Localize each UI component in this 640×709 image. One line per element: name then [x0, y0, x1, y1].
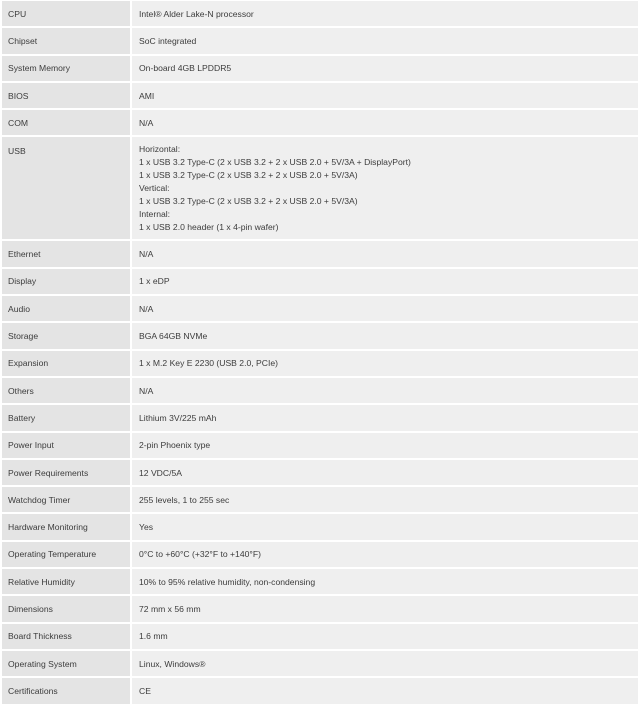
- spec-label: Storage: [2, 323, 130, 348]
- spec-row-others: [2, 378, 638, 403]
- spec-value: 72 mm x 56 mm: [132, 596, 638, 621]
- spec-row-cpu: [2, 1, 638, 26]
- spec-label: USB: [2, 137, 130, 239]
- spec-row-display: [2, 269, 638, 294]
- spec-label: System Memory: [2, 56, 130, 81]
- spec-row-hardware-monitoring: [2, 514, 638, 539]
- usb-line: 1 x USB 2.0 header (1 x 4-pin wafer): [139, 221, 279, 232]
- spec-row-watchdog-timer: [2, 487, 638, 512]
- spec-row-expansion: [2, 351, 638, 376]
- spec-row-storage: [2, 323, 638, 348]
- spec-label: Battery: [2, 405, 130, 430]
- usb-line: Vertical:: [139, 183, 170, 194]
- spec-value: CE: [132, 678, 638, 703]
- spec-value: Yes: [132, 514, 638, 539]
- usb-line: 1 x USB 3.2 Type-C (2 x USB 3.2 + 2 x USB 2.0 + 5V/3A): [139, 170, 358, 181]
- spec-label: CPU: [2, 1, 130, 26]
- spec-label: BIOS: [2, 83, 130, 108]
- spec-label: COM: [2, 110, 130, 135]
- spec-label: Board Thickness: [2, 624, 130, 649]
- spec-value: N/A: [132, 110, 638, 135]
- spec-label: Relative Humidity: [2, 569, 130, 594]
- spec-row-power-requirements: [2, 460, 638, 485]
- spec-value: 0°C to +60°C (+32°F to +140°F): [132, 542, 638, 567]
- spec-label: Watchdog Timer: [2, 487, 130, 512]
- spec-row-ethernet: [2, 241, 638, 266]
- spec-label: Dimensions: [2, 596, 130, 621]
- spec-value: SoC integrated: [132, 28, 638, 53]
- spec-row-chipset: [2, 28, 638, 53]
- spec-label: Operating Temperature: [2, 542, 130, 567]
- spec-label: Certifications: [2, 678, 130, 703]
- spec-row-bios: [2, 83, 638, 108]
- spec-label: Ethernet: [2, 241, 130, 266]
- spec-row-relative-humidity: [2, 569, 638, 594]
- spec-row-operating-system: [2, 651, 638, 676]
- spec-value: 255 levels, 1 to 255 sec: [132, 487, 638, 512]
- spec-row-com: [2, 110, 638, 135]
- spec-value: On-board 4GB LPDDR5: [132, 56, 638, 81]
- spec-label: Operating System: [2, 651, 130, 676]
- spec-label: Hardware Monitoring: [2, 514, 130, 539]
- spec-value: AMI: [132, 83, 638, 108]
- spec-value: 2-pin Phoenix type: [132, 433, 638, 458]
- spec-label: Power Requirements: [2, 460, 130, 485]
- spec-row-audio: [2, 296, 638, 321]
- spec-row-battery: [2, 405, 638, 430]
- spec-row-operating-temperature: [2, 542, 638, 567]
- usb-line: Horizontal:: [139, 144, 181, 155]
- spec-value: 10% to 95% relative humidity, non-condensing: [132, 569, 638, 594]
- usb-line: Internal:: [139, 208, 171, 219]
- spec-label: Chipset: [2, 28, 130, 53]
- spec-row-certifications: [2, 678, 638, 703]
- spec-row-board-thickness: [2, 624, 638, 649]
- spec-value: Lithium 3V/225 mAh: [132, 405, 638, 430]
- spec-value: 1 x M.2 Key E 2230 (USB 2.0, PCIe): [132, 351, 638, 376]
- spec-value-multiline: [132, 137, 638, 239]
- spec-value: 1.6 mm: [132, 624, 638, 649]
- spec-label: Display: [2, 269, 130, 294]
- spec-label: Power Input: [2, 433, 130, 458]
- usb-line: 1 x USB 3.2 Type-C (2 x USB 3.2 + 2 x USB 2.0 + 5V/3A): [139, 195, 358, 206]
- spec-row-system-memory: [2, 56, 638, 81]
- spec-row-usb: [2, 137, 638, 239]
- spec-label: Others: [2, 378, 130, 403]
- spec-label: Audio: [2, 296, 130, 321]
- spec-value: 1 x eDP: [132, 269, 638, 294]
- spec-value: N/A: [132, 241, 638, 266]
- spec-value: BGA 64GB NVMe: [132, 323, 638, 348]
- spec-value: N/A: [132, 296, 638, 321]
- spec-row-power-input: [2, 433, 638, 458]
- usb-line: 1 x USB 3.2 Type-C (2 x USB 3.2 + 2 x USB 2.0 + 5V/3A + DisplayPort): [139, 157, 411, 168]
- spec-value: N/A: [132, 378, 638, 403]
- spec-value: Linux, Windows®: [132, 651, 638, 676]
- spec-label: Expansion: [2, 351, 130, 376]
- spec-value: Intel® Alder Lake-N processor: [132, 1, 638, 26]
- spec-table: [2, 1, 638, 704]
- spec-value: 12 VDC/5A: [132, 460, 638, 485]
- spec-row-dimensions: [2, 596, 638, 621]
